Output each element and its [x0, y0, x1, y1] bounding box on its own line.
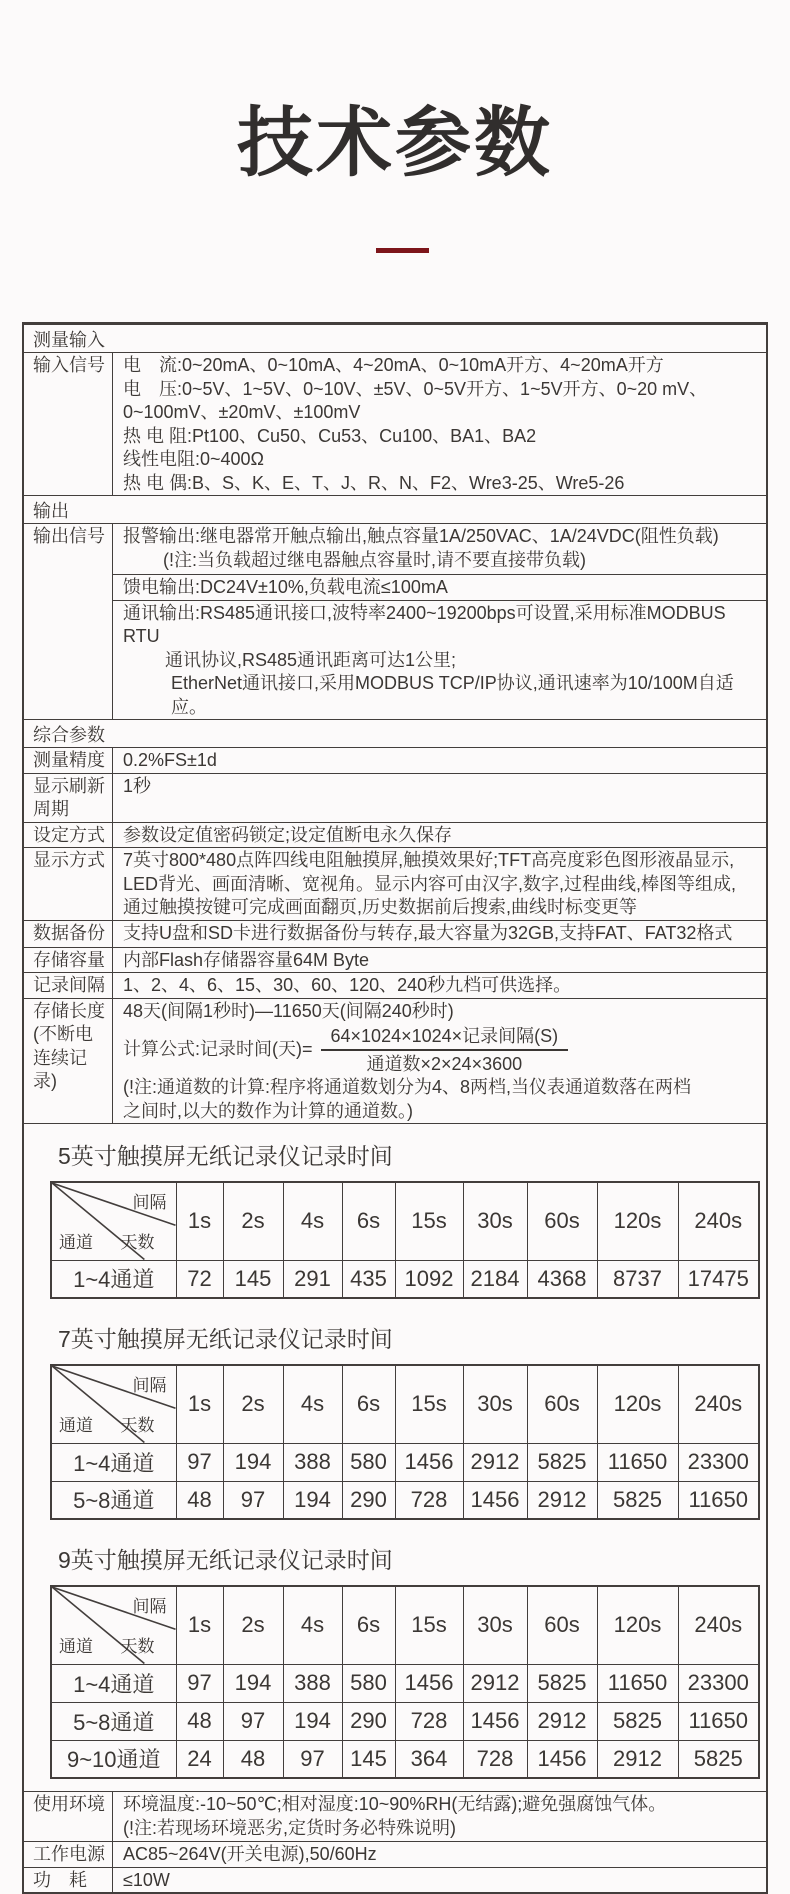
spec-label-display-mode: 显示方式 — [24, 848, 113, 920]
display-mode-line: LED背光、画面清晰、宽视角。显示内容可由汉字,数字,过程曲线,棒图等组成, — [123, 873, 737, 894]
days-value: 11650 — [678, 1481, 759, 1519]
days-value: 97 — [176, 1443, 223, 1481]
corner-label-channel: 通道 — [59, 1232, 93, 1252]
days-value: 580 — [342, 1664, 395, 1702]
days-value: 1456 — [395, 1664, 463, 1702]
days-value: 580 — [342, 1443, 395, 1481]
section-header-measure-input: 测量输入 — [24, 324, 766, 352]
diagonal-header-cell — [51, 1586, 176, 1664]
comm-output-line: 通讯协议,RS485通讯距离可达1公里; — [165, 649, 457, 670]
spec-value-power-supply: AC85~264V(开关电源),50/60Hz — [123, 1844, 377, 1864]
spec-row-data-backup — [24, 920, 766, 947]
spec-label-output-signal: 输出信号 — [24, 524, 113, 719]
comm-output-cell — [113, 600, 766, 720]
days-value: 1456 — [463, 1481, 527, 1519]
input-signal-line: 0~100mV、±20mV、±100mV — [123, 402, 361, 422]
days-value: 388 — [283, 1443, 342, 1481]
days-value: 290 — [342, 1702, 395, 1740]
days-value: 1456 — [527, 1740, 597, 1778]
storage-length-label-line: 存储长度 — [33, 1000, 105, 1021]
days-value: 11650 — [597, 1443, 678, 1481]
days-value: 194 — [223, 1443, 283, 1481]
interval-header: 4s — [283, 1586, 342, 1664]
spec-value-setting-mode: 参数设定值密码锁定;设定值断电永久保存 — [123, 824, 452, 845]
spec-row-setting-mode — [24, 822, 766, 848]
spec-row-accuracy — [24, 747, 766, 773]
spec-value-environment — [113, 1792, 766, 1841]
recording-row — [51, 1443, 759, 1481]
recording-time-table-7inch — [50, 1364, 760, 1520]
interval-header: 2s — [223, 1365, 283, 1443]
days-value: 2912 — [527, 1702, 597, 1740]
interval-header: 120s — [597, 1365, 678, 1443]
days-value: 728 — [463, 1740, 527, 1778]
days-value: 435 — [342, 1260, 395, 1298]
days-value: 290 — [342, 1481, 395, 1519]
spec-row-display-mode — [24, 847, 766, 920]
days-value: 97 — [223, 1481, 283, 1519]
days-value: 145 — [223, 1260, 283, 1298]
interval-header: 30s — [463, 1365, 527, 1443]
channel-label: 9~10通道 — [51, 1740, 176, 1778]
feed-output-line: 馈电输出:DC24V±10%,负载电流≤100mA — [123, 577, 448, 597]
days-value: 97 — [176, 1664, 223, 1702]
days-value: 194 — [223, 1664, 283, 1702]
storage-length-note: 之间时,以大的数作为计算的通道数。) — [123, 1100, 413, 1121]
input-signal-line: 热 电 阻:Pt100、Cu50、Cu53、Cu100、BA1、BA2 — [123, 425, 537, 446]
display-mode-line: 通过触摸按键可完成画面翻页,历史数据前后搜索,曲线时标变更等 — [123, 897, 637, 917]
days-value: 728 — [395, 1481, 463, 1519]
recording-row — [51, 1740, 759, 1778]
interval-header: 15s — [395, 1365, 463, 1443]
days-value: 2912 — [597, 1740, 678, 1778]
spec-label-storage-capacity: 存储容量 — [24, 948, 113, 973]
spec-label-data-backup: 数据备份 — [24, 921, 113, 947]
interval-header: 1s — [176, 1365, 223, 1443]
corner-label-interval: 间隔 — [132, 1597, 167, 1616]
days-value: 728 — [395, 1702, 463, 1740]
spec-row-input-signal — [24, 352, 766, 495]
formula-prefix: 计算公式:记录时间(天)= — [123, 1039, 313, 1060]
corner-label-days: 天数 — [120, 1416, 155, 1435]
days-value: 97 — [283, 1740, 342, 1778]
days-value: 5825 — [597, 1481, 678, 1519]
spec-label-record-interval: 记录间隔 — [24, 973, 113, 998]
recording-header-row — [51, 1586, 759, 1664]
days-value: 2912 — [527, 1481, 597, 1519]
spec-value-display-mode — [113, 848, 766, 920]
formula-fraction — [321, 1024, 569, 1076]
days-value: 23300 — [678, 1664, 759, 1702]
channel-label: 1~4通道 — [51, 1664, 176, 1702]
interval-header: 60s — [527, 1182, 597, 1260]
days-value: 1456 — [395, 1443, 463, 1481]
days-value: 2184 — [463, 1260, 527, 1298]
days-value: 1456 — [463, 1702, 527, 1740]
environment-note: (!注:若现场环境恶劣,定货时务必特殊说明) — [123, 1817, 456, 1838]
recording-table-title-7inch: 7英寸触摸屏无纸记录仪记录时间 — [58, 1326, 393, 1352]
title-underline — [376, 248, 429, 253]
spec-row-environment — [24, 1791, 766, 1841]
interval-header: 6s — [342, 1365, 395, 1443]
interval-header: 6s — [342, 1182, 395, 1260]
interval-header: 6s — [342, 1586, 395, 1664]
recording-time-table-5inch — [50, 1181, 760, 1299]
spec-value-output-signal — [113, 524, 766, 719]
spec-row-refresh-cycle — [24, 773, 766, 822]
corner-label-days: 天数 — [120, 1637, 155, 1656]
input-signal-line: 电 流:0~20mA、0~10mA、4~20mA、0~10mA开方、4~20mA开方 — [123, 355, 664, 375]
feed-output-cell — [113, 574, 766, 600]
comm-output-line: EtherNet通讯接口,采用MODBUS TCP/IP协议,通讯速率为10/100M自适应。 — [171, 673, 734, 717]
recording-header-row — [51, 1182, 759, 1260]
storage-length-range: 48天(间隔1秒时)—11650天(间隔240秒时) — [123, 1000, 454, 1021]
spec-row-power-supply — [24, 1841, 766, 1867]
interval-header: 2s — [223, 1586, 283, 1664]
interval-header: 4s — [283, 1365, 342, 1443]
interval-header: 1s — [176, 1586, 223, 1664]
interval-header: 15s — [395, 1182, 463, 1260]
spec-row-storage-length — [24, 998, 766, 1124]
spec-label-accuracy: 测量精度 — [24, 748, 113, 773]
interval-header: 60s — [527, 1365, 597, 1443]
recording-header-row — [51, 1365, 759, 1443]
days-value: 388 — [283, 1664, 342, 1702]
alarm-output-line: 报警输出:继电器常开触点输出,触点容量1A/250VAC、1A/24VDC(阻性负载) — [123, 526, 719, 546]
comm-output-line: 通讯输出:RS485通讯接口,波特率2400~19200bps可设置,采用标准MODBUS RTU — [123, 602, 726, 646]
section-header-general: 综合参数 — [24, 719, 766, 747]
days-value: 5825 — [527, 1664, 597, 1702]
interval-header: 240s — [678, 1586, 759, 1664]
corner-label-channel: 通道 — [59, 1636, 93, 1656]
days-value: 48 — [176, 1481, 223, 1519]
days-value: 4368 — [527, 1260, 597, 1298]
interval-header: 15s — [395, 1586, 463, 1664]
days-value: 5825 — [597, 1702, 678, 1740]
days-value: 48 — [223, 1740, 283, 1778]
spec-label-refresh-cycle — [24, 774, 113, 822]
spec-label-power-supply: 工作电源 — [24, 1842, 113, 1867]
diagonal-header-cell — [51, 1365, 176, 1443]
spec-value-power-consumption: ≤10W — [123, 1869, 170, 1890]
days-value: 17475 — [678, 1260, 759, 1298]
recording-time-section — [24, 1123, 766, 1791]
days-value: 1092 — [395, 1260, 463, 1298]
spec-label-environment: 使用环境 — [24, 1792, 113, 1841]
interval-header: 2s — [223, 1182, 283, 1260]
diagonal-header-cell — [51, 1182, 176, 1260]
section-header-output: 输出 — [24, 495, 766, 523]
days-value: 24 — [176, 1740, 223, 1778]
interval-header: 1s — [176, 1182, 223, 1260]
days-value: 72 — [176, 1260, 223, 1298]
recording-time-table-9inch — [50, 1585, 760, 1779]
input-signal-line: 电 压:0~5V、1~5V、0~10V、±5V、0~5V开方、1~5V开方、0~20 mV、 — [123, 378, 708, 399]
interval-header: 4s — [283, 1182, 342, 1260]
days-value: 2912 — [463, 1443, 527, 1481]
days-value: 23300 — [678, 1443, 759, 1481]
channel-label: 1~4通道 — [51, 1260, 176, 1298]
spec-label-storage-length — [24, 999, 113, 1124]
spec-value-refresh-cycle: 1秒 — [123, 775, 152, 796]
days-value: 5825 — [527, 1443, 597, 1481]
days-value: 364 — [395, 1740, 463, 1778]
spec-value-storage-length — [113, 999, 766, 1124]
alarm-output-note: (!注:当负载超过继电器触点容量时,请不要直接带负载) — [163, 549, 586, 570]
formula-denominator: 通道数×2×24×3600 — [366, 1054, 523, 1074]
spec-label-input-signal: 输入信号 — [24, 353, 113, 495]
days-value: 145 — [342, 1740, 395, 1778]
spec-value-storage-capacity: 内部Flash存储器容量64M Byte — [123, 949, 370, 970]
input-signal-line: 线性电阻:0~400Ω — [123, 449, 265, 469]
interval-header: 60s — [527, 1586, 597, 1664]
interval-header: 240s — [678, 1365, 759, 1443]
recording-row — [51, 1664, 759, 1702]
spec-value-record-interval: 1、2、4、6、15、30、60、120、240秒九档可供选择。 — [123, 975, 572, 995]
interval-header: 30s — [463, 1182, 527, 1260]
recording-row — [51, 1702, 759, 1740]
input-signal-line: 热 电 偶:B、S、K、E、T、J、R、N、F2、Wre3-25、Wre5-26 — [123, 472, 625, 493]
interval-header: 30s — [463, 1586, 527, 1664]
storage-length-label-line: 连续记录) — [33, 1047, 87, 1091]
days-value: 48 — [176, 1702, 223, 1740]
days-value: 8737 — [597, 1260, 678, 1298]
refresh-label-line: 周期 — [33, 799, 69, 819]
recording-table-title-9inch: 9英寸触摸屏无纸记录仪记录时间 — [58, 1547, 393, 1573]
alarm-output-cell — [113, 524, 766, 574]
interval-header: 240s — [678, 1182, 759, 1260]
environment-line: 环境温度:-10~50℃;相对湿度:10~90%RH(无结露);避免强腐蚀气体。 — [123, 1794, 667, 1814]
channel-label: 5~8通道 — [51, 1481, 176, 1519]
channel-label: 1~4通道 — [51, 1443, 176, 1481]
corner-label-channel: 通道 — [59, 1415, 93, 1435]
spec-label-setting-mode: 设定方式 — [24, 823, 113, 848]
spec-row-storage-capacity — [24, 947, 766, 973]
spec-row-power-consumption — [24, 1867, 766, 1893]
record-time-formula — [123, 1024, 762, 1076]
corner-label-interval: 间隔 — [132, 1193, 167, 1212]
storage-length-label-line: (不断电 — [33, 1024, 93, 1044]
spec-row-output-signal — [24, 523, 766, 719]
days-value: 194 — [283, 1702, 342, 1740]
refresh-label-line: 显示刷新 — [33, 775, 105, 796]
spec-label-power-consumption: 功 耗 — [24, 1868, 113, 1893]
storage-length-note: (!注:通道数的计算:程序将通道数划分为4、8两档,当仪表通道数落在两档 — [123, 1077, 692, 1097]
recording-row — [51, 1260, 759, 1298]
display-mode-line: 7英寸800*480点阵四线电阻触摸屏,触摸效果好;TFT高亮度彩色图形液晶显示, — [123, 850, 735, 870]
spec-value-data-backup: 支持U盘和SD卡进行数据备份与转存,最大容量为32GB,支持FAT、FAT32格式 — [123, 922, 733, 943]
spec-value-accuracy: 0.2%FS±1d — [123, 750, 217, 770]
corner-label-interval: 间隔 — [132, 1376, 167, 1395]
page-title: 技术参数 — [237, 101, 553, 186]
spec-value-input-signal — [113, 353, 766, 495]
recording-row — [51, 1481, 759, 1519]
spec-table — [22, 322, 768, 1894]
days-value: 291 — [283, 1260, 342, 1298]
channel-label: 5~8通道 — [51, 1702, 176, 1740]
days-value: 2912 — [463, 1664, 527, 1702]
days-value: 5825 — [678, 1740, 759, 1778]
interval-header: 120s — [597, 1182, 678, 1260]
interval-header: 120s — [597, 1586, 678, 1664]
days-value: 11650 — [597, 1664, 678, 1702]
recording-table-title-5inch: 5英寸触摸屏无纸记录仪记录时间 — [58, 1143, 393, 1169]
days-value: 194 — [283, 1481, 342, 1519]
days-value: 11650 — [678, 1702, 759, 1740]
spec-row-record-interval — [24, 972, 766, 998]
formula-numerator: 64×1024×1024×记录间隔(S) — [321, 1024, 569, 1051]
days-value: 97 — [223, 1702, 283, 1740]
corner-label-days: 天数 — [120, 1233, 155, 1252]
